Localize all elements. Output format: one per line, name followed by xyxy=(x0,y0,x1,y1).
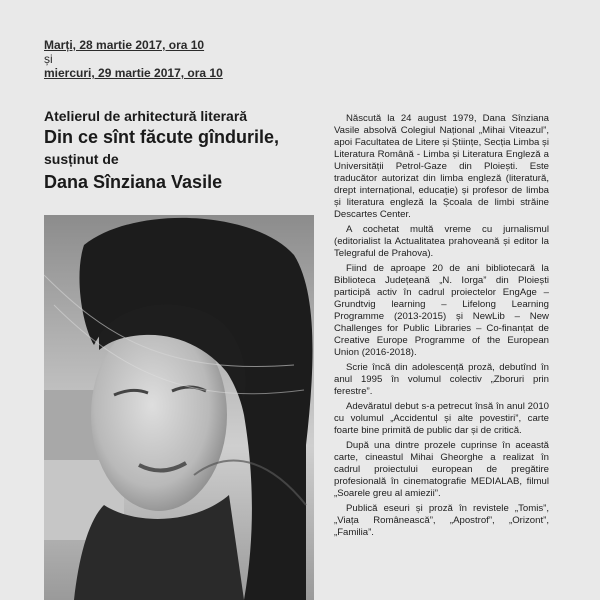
date-second: miercuri, 29 martie 2017, ora 10 xyxy=(44,66,223,80)
bio-paragraph: Adevăratul debut s-a petrecut însă în anul 2010 cu volumul „Accidentul și alte povestiri”, carte foarte bine primită de public dar și de critică. xyxy=(334,401,549,436)
bio-paragraph: Fiind de aproape 20 de ani bibliotecară la Biblioteca Județeană „N. Iorga” din Ploiești participă activ în cadrul proiectelor EngAge – Grundtvig learning – Lifelong Learning Programme (2013-2015) și NewLib – New Challenges for Public Libraries – Co-finanțat de Creative Europe Programme of the European Union (2016-2018). xyxy=(334,263,549,358)
bio-paragraph: Publică eseuri și proză în revistele „Tomis”, „Viața Românească”, „Apostrof”, „Orizont”, „Familia”. xyxy=(334,503,549,538)
date-connector: și xyxy=(44,52,53,66)
event-dates xyxy=(44,38,223,80)
bio-paragraph: Scrie încă din adolescență proză, debutînd în anul 1995 în volumul colectiv „Zboruri prin ferestre”. xyxy=(334,362,549,397)
bio-paragraph: Născută la 24 august 1979, Dana Sînziana Vasile absolvă Colegiul Național „Mihai Viteazul”, apoi Facultatea de Litere și Științe, Secția Limba și Literatura Română - Limba și Literatura Engleză a Universității Petrol-Gaze din Ploiești. Este traducător autorizat din limba engleză (literatură, drept internațional, educație) și profesor de limba și literatura engleză la Școala de limbi străine Descartes Center. xyxy=(334,113,549,220)
author-name: Dana Sînziana Vasile xyxy=(44,172,223,192)
author-biography xyxy=(334,113,549,542)
event-title: Din ce sînt făcute gîndurile, xyxy=(44,127,280,147)
author-photo xyxy=(44,215,314,600)
workshop-name: Atelierul de arhitectură literară xyxy=(44,108,248,124)
bio-paragraph: După una dintre prozele cuprinse în această carte, cineastul Mihai Gheorghe a realizat în cadrul proiectului european de pregătire profesională în cinematografie MEDIALAB, filmul „Soarele greu al amiezii”. xyxy=(334,440,549,499)
portrait-illustration xyxy=(44,215,314,600)
supported-by: susținut de xyxy=(44,151,119,167)
date-first: Marți, 28 martie 2017, ora 10 xyxy=(44,38,205,52)
event-intro xyxy=(44,107,314,195)
bio-paragraph: A cochetat multă vreme cu jurnalismul (editorialist la Actualitatea prahoveană și editor la Telegraful de Prahova). xyxy=(334,224,549,259)
